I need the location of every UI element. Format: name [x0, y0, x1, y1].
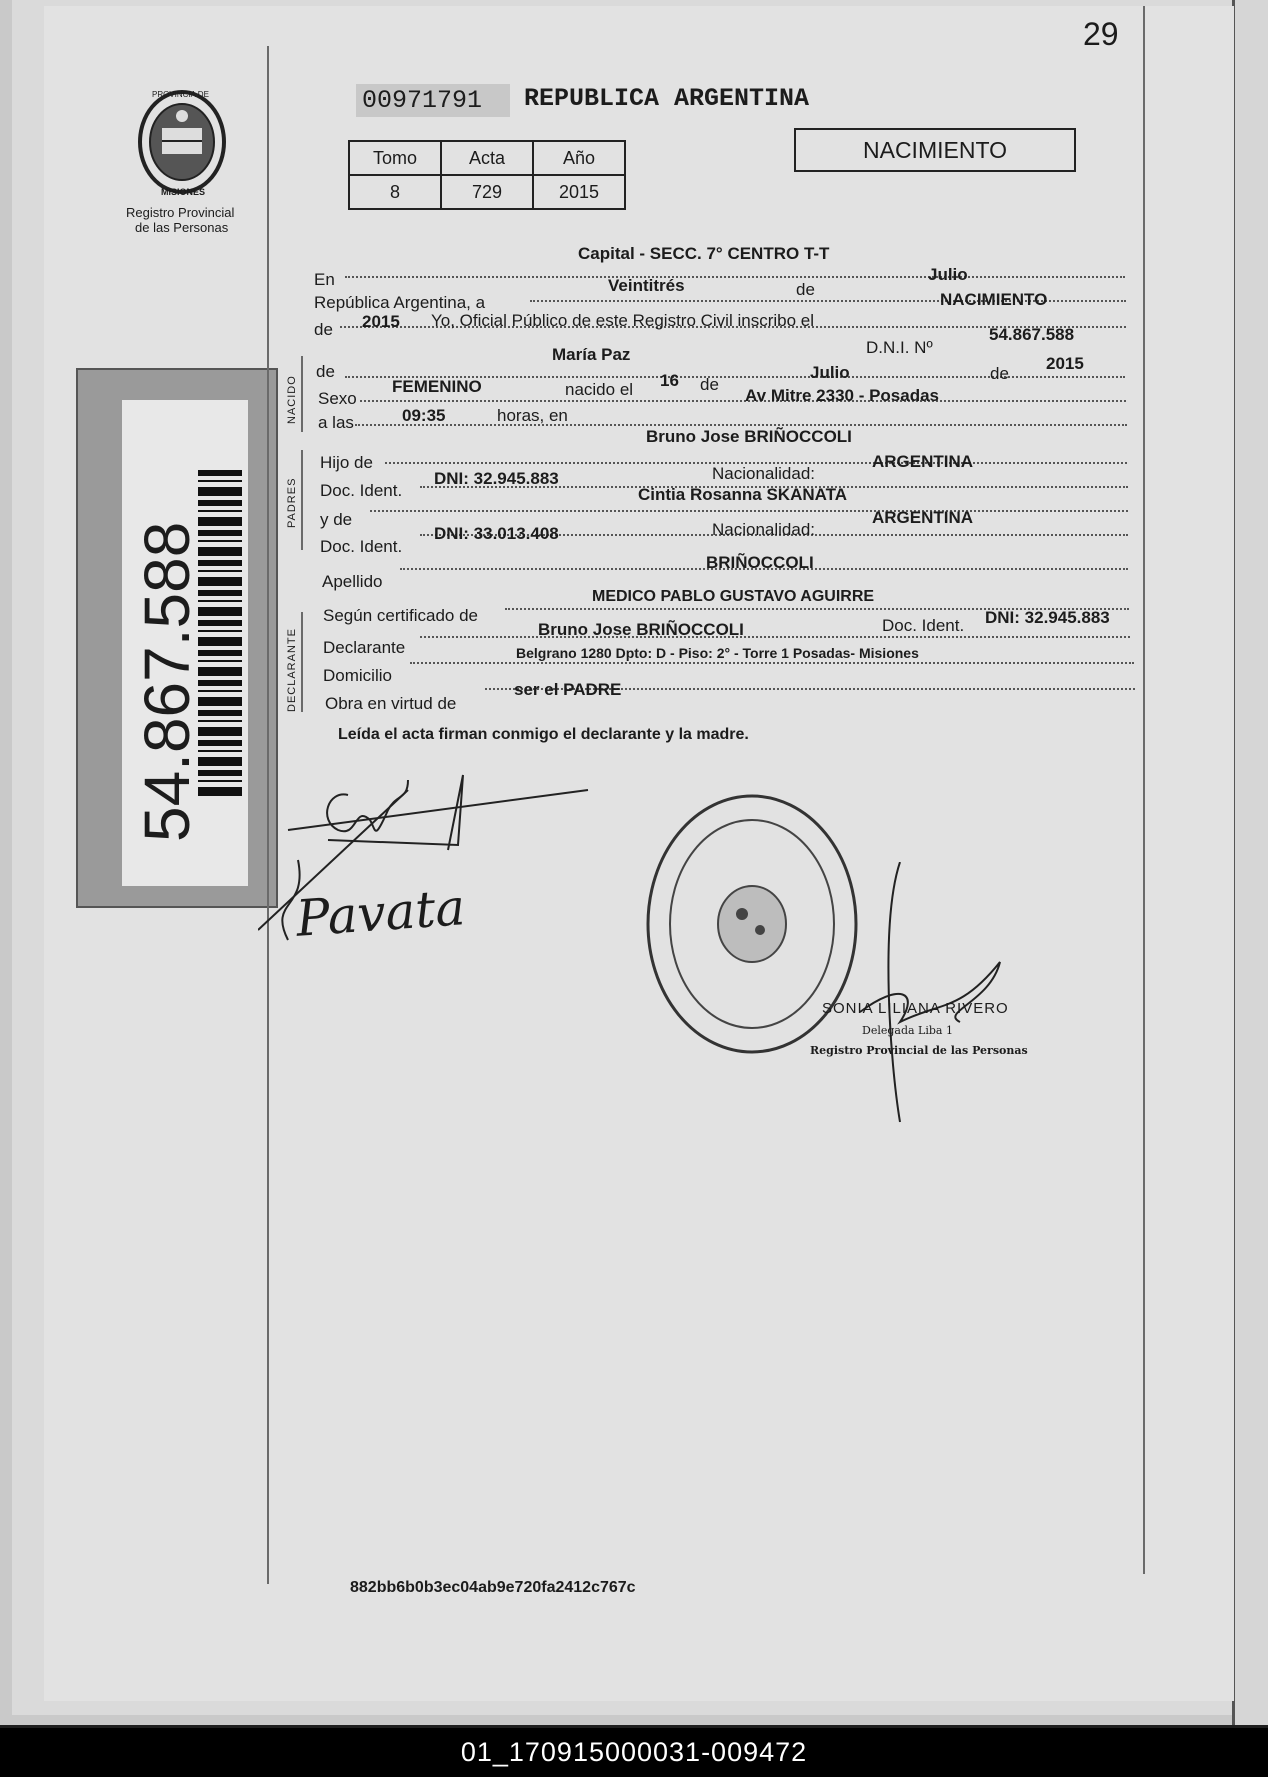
value-apellido: BRIÑOCCOLI	[706, 553, 814, 572]
value-padre-doc: DNI: 32.945.883	[434, 469, 559, 488]
table-header: Tomo	[349, 141, 441, 175]
signature-madre-name: Pavata	[294, 878, 467, 948]
country-title: REPUBLICA ARGENTINA	[524, 84, 810, 113]
label-de: de	[796, 280, 815, 299]
label-de-person: de	[316, 362, 335, 381]
table-cell: 8	[349, 175, 441, 209]
barcode-icon	[198, 470, 242, 800]
dotted-line	[410, 662, 1134, 664]
dotted-line	[360, 400, 1126, 402]
label-hijo-de: Hijo de	[320, 453, 373, 472]
official-title: Delegada Liba 1	[862, 1024, 953, 1037]
side-label-padres: PADRES	[286, 477, 298, 528]
value-declarante: Bruno Jose BRIÑOCCOLI	[538, 620, 744, 639]
value-dia-texto: Veintitrés	[608, 276, 685, 295]
registry-name-line1: Registro Provincial	[126, 205, 235, 220]
table-cell: 2015	[533, 175, 625, 209]
serial-number: 00971791	[356, 84, 510, 117]
section-bracket-padres	[301, 450, 303, 550]
label-dni: D.N.I. Nº	[866, 338, 933, 357]
value-anio-nac: 2015	[1046, 354, 1084, 373]
value-anio: 2015	[362, 312, 400, 331]
label-doc-ident-madre: Doc. Ident.	[320, 537, 403, 556]
value-nombre: María Paz	[552, 345, 631, 364]
label-doc-ident-declarante: Doc. Ident.	[882, 616, 965, 635]
table-cell: 729	[441, 175, 533, 209]
label-apellido: Apellido	[322, 572, 383, 591]
dotted-line	[420, 636, 1130, 638]
section-bracket-declarante	[301, 612, 303, 712]
label-sexo: Sexo	[318, 389, 357, 408]
official-org: Registro Provincial de las Personas	[810, 1044, 1028, 1057]
dotted-line	[345, 276, 1125, 278]
dotted-line	[355, 424, 1127, 426]
value-dia-nac: 16	[660, 371, 679, 390]
label-horas-en: horas, en	[497, 406, 568, 425]
document-type-box: NACIMIENTO	[794, 128, 1076, 172]
label-domicilio: Domicilio	[323, 666, 392, 685]
value-obra: ser el PADRE	[514, 680, 622, 699]
file-id-footer: 01_170915000031-009472	[0, 1728, 1268, 1777]
label-segun-certificado: Según certificado de	[323, 606, 478, 625]
dotted-line	[370, 510, 1128, 512]
label-republica: República Argentina, a	[314, 293, 486, 312]
value-mes: Julio	[928, 265, 968, 284]
value-madre-nac: ARGENTINA	[872, 508, 974, 527]
value-hora: 09:35	[402, 406, 446, 425]
label-de2: de	[700, 375, 719, 394]
label-a-las: a las	[318, 413, 354, 432]
document-hash: 882bb6b0b3ec04ab9e720fa2412c767c	[350, 1579, 636, 1596]
value-mes-nac: Julio	[810, 363, 850, 382]
signature-official	[820, 862, 1020, 1132]
side-label-nacido: NACIDO	[286, 375, 298, 424]
value-lugar-nac: Av Mitre 2330 - Posadas	[745, 386, 940, 405]
table-header: Acta	[441, 141, 533, 175]
label-doc-ident: Doc. Ident.	[320, 481, 403, 500]
value-sexo: FEMENINO	[392, 377, 482, 396]
seal-text-top: PROVINCIA DE	[152, 90, 209, 99]
table-header: Año	[533, 141, 625, 175]
label-declarante: Declarante	[323, 638, 406, 657]
label-obra: Obra en virtud de	[325, 694, 457, 713]
sticker-dni-number: 54.867.588	[131, 521, 203, 842]
label-en: En	[314, 270, 335, 289]
seal-text-bottom: MISIONES	[161, 187, 206, 197]
registry-name-line2: de las Personas	[135, 220, 229, 235]
value-madre-doc: DNI: 33.013.408	[434, 524, 559, 543]
label-nacionalidad: Nacionalidad:	[712, 464, 816, 483]
side-label-declarante: DECLARANTE	[286, 628, 298, 712]
adjacent-page-edge	[1232, 0, 1268, 1725]
value-declarante-doc: DNI: 32.945.883	[985, 608, 1110, 627]
value-acto: NACIMIENTO	[940, 290, 1048, 309]
official-name: SONIA LILIANA RIVERO	[822, 1000, 1009, 1017]
value-madre: Cintia Rosanna SKANATA	[638, 485, 848, 504]
closing-sentence: Leída el acta firman conmigo el declarante y la madre.	[338, 726, 749, 743]
registry-seal-icon	[134, 88, 230, 200]
tomo-acta-ano-table	[348, 140, 626, 210]
value-padre-nac: ARGENTINA	[872, 452, 974, 471]
section-bracket-nacido	[301, 356, 303, 432]
value-domicilio: Belgrano 1280 Dpto: D - Piso: 2° - Torre 1 Posadas- Misiones	[516, 645, 919, 661]
value-lugar: Capital - SECC. 7° CENTRO T-T	[578, 244, 830, 263]
label-y-de: y de	[320, 510, 353, 529]
label-de3: de	[990, 364, 1009, 383]
label-yo-oficial: Yo, Oficial Público de este Registro Civil inscribo el	[431, 311, 814, 330]
value-dni: 54.867.588	[989, 325, 1075, 344]
label-de-year: de	[314, 320, 333, 339]
value-certificado: MEDICO PABLO GUSTAVO AGUIRRE	[592, 588, 875, 605]
page-number: 29	[1083, 16, 1119, 52]
label-nacionalidad-madre: Nacionalidad:	[712, 520, 816, 539]
label-nacido-el: nacido el	[565, 380, 634, 399]
dni-sticker	[76, 368, 278, 908]
right-margin-line	[1143, 6, 1145, 1574]
value-padre: Bruno Jose BRIÑOCCOLI	[646, 427, 852, 446]
